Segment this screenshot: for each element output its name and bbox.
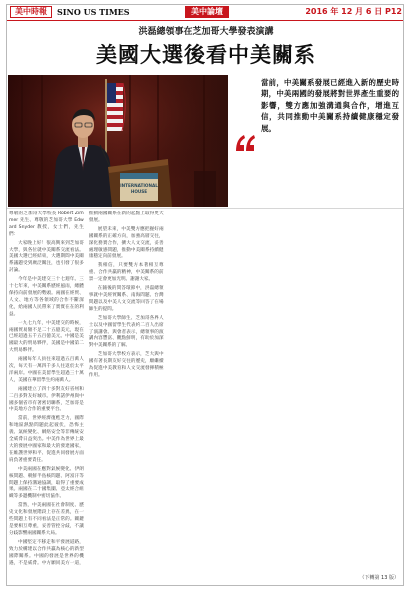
section-tag: 美中論壇	[185, 6, 229, 18]
body-divider	[7, 208, 404, 209]
body-paragraph: 今年是中美建交三十七週年。三十七年來，中美關系歷經風雨，總體保持向前發展的勢頭。兩國在經貿、人文、地方等各領域的合作不斷深化，給兩國人民帶來了實實在在的利益。	[9, 277, 84, 317]
body-paragraph: 在隨後的問答環節中，洪磊總領事就中美經貿關系、南海問題、台灣問題以及中美人文交流等回答了在場師生的提問。	[88, 286, 164, 312]
body-paragraph: 大家晚上好！很高興來到芝加哥大學，與各位就中美關系交流看法。美國大選已經結束，大選期間中美關系議題受到廣泛關注，也引發了很多討論。	[9, 240, 84, 274]
body-paragraph: 當前，世界經濟復甦乏力，國際和地區熱點問題此起彼伏，恐怖主義、氣候變化、網絡安全等非傳統安全威脅日益突出。中美作為世界上最大的發展中國家和最大的發達國家，在維護世界和平、促進共同發展方面肩負著重要責任。	[9, 416, 84, 463]
body-paragraph: 中美兩國在應對氣候變化、伊朗核問題、朝鮮半島核問題、阿富汗等問題上保持溝通協調，取得了重要成果。兩國在二十國集團、亞太經合組織等多邊機制中密切協作。	[9, 466, 84, 500]
article-body	[9, 211, 403, 575]
continued-notice[interactable]: （下轉第 13 版）	[359, 575, 399, 581]
body-paragraph: 我相信，只要雙方本著相互尊重、合作共贏的精神，中美關系的前景一定會更加光明。謝謝大家。	[88, 263, 164, 283]
pull-quote	[233, 77, 399, 203]
body-paragraph: 芝加哥大學校方表示，芝大與中國有著長期友好交往的歷史，願繼續為促進中美教育和人文交流發揮積極作用。	[88, 352, 164, 378]
article-subhead: 洪磊總領事在芝加哥大學發表演講	[138, 27, 274, 37]
speaker-photo	[8, 75, 228, 207]
body-paragraph: 展望未來，中美雙方應把握好兩國關系的正確方向，加強高層交往，深化務實合作，擴大人文交流，妥善處理敏感問題，推動中美關系持續健康穩定向前發展。	[88, 226, 164, 260]
masthead	[7, 5, 404, 19]
body-paragraph: 一九七九年，中美建交的時候，兩國貿易額不足二十五億美元，現在已經超過五千五百億美元。中國是美國最大的貿易夥伴，美國是中國第二大貿易夥伴。	[9, 320, 84, 354]
newspaper-logo: 美中時報	[10, 6, 52, 18]
podium-banner-line1: INTERNATIONAL	[120, 183, 158, 188]
body-paragraph: 尊敬的芝加哥大學校長 Robert Zimmer 先生、尊敬的芝加哥大學 Edward Snyder 教授，女士們，先生們：	[9, 211, 84, 237]
body-paragraph: 芝加哥大學師生、芝加哥各界人士以及中國留學生代表約二百人出席了演講會。與會者表示，總領事的演講內容豐富、觀點鮮明，有助於加深對中美關系的了解。	[88, 315, 164, 349]
body-paragraph: 中國堅定不移走和平發展道路，致力於構建以合作共贏為核心的新型國際關系。中國的發展是世界的機遇，不是威脅。中方願同美方一道，推動兩國關系在新的起點上取得更大發展。	[9, 211, 164, 566]
page-number: P12	[385, 7, 402, 16]
podium-banner-line2: HOUSE	[130, 189, 148, 194]
body-paragraph: 兩國建立了四十多對友好省州和二百多對友好城市。伊利諾伊州與中國多個省市有著密切聯系，芝加哥是中美地方合作的重要平台。	[9, 386, 84, 413]
newspaper-brand: SINO US TIMES	[57, 7, 130, 17]
newspaper-page	[6, 4, 404, 586]
body-paragraph: 兩國每年人員往來超過五百萬人次，每天有一萬四千多人往返於太平洋兩岸。中國在美留學生超過三十萬人，美國在華留學生約兩萬人。	[9, 357, 84, 383]
podium	[108, 159, 172, 207]
speaker-photo-illustration	[8, 75, 228, 207]
article-headline: 美國大選後看中美關系	[96, 43, 316, 67]
masthead-rule	[7, 20, 404, 21]
chair	[194, 171, 216, 207]
dateline	[305, 7, 402, 17]
quote-mark-icon	[233, 131, 257, 155]
pull-quote-text: 當前，中美關系發展已經進入新的歷史時期，中美兩國的發展將對世界產生重要的影響，雙方應加強溝通與合作，增進互信，共同推動中美關系持續健康穩定發展。	[261, 78, 399, 133]
body-paragraph: 當然，中美兩國在社會制度、歷史文化和發展階段上存在差異，在一些問題上有不同看法是正常的。關鍵是要相互尊重，妥善管控分歧，不讓分歧影響兩國關系大局。	[9, 503, 84, 536]
issue-date: 2016 年 12 月 6 日	[305, 7, 383, 16]
